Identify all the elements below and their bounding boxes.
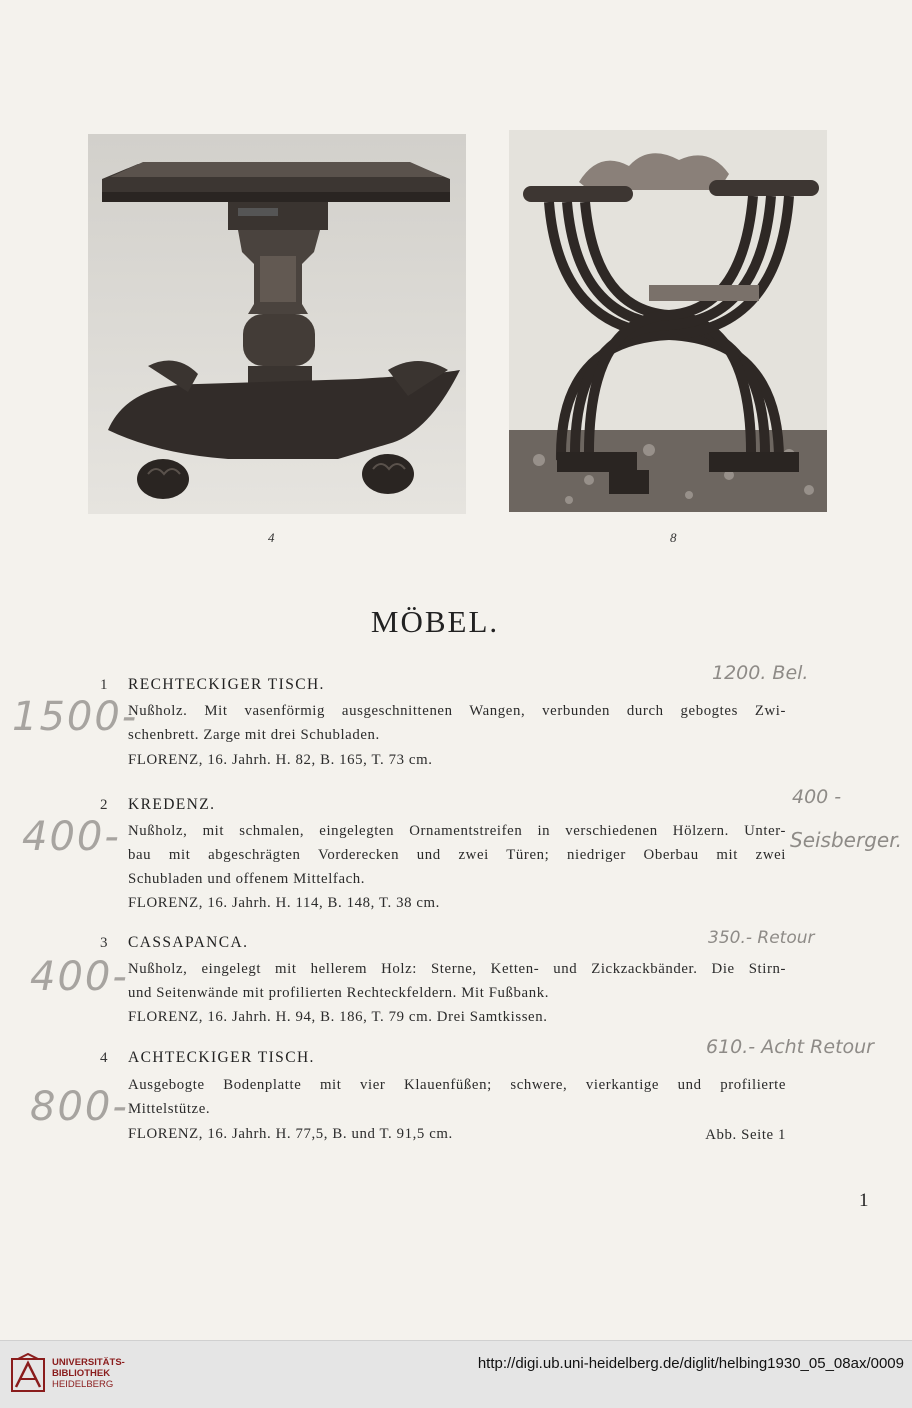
lot-text-line: bau mit abgeschrägten Vorderecken und zwei Türen; niedriger Oberbau mit zwei: [128, 847, 786, 863]
pencil-estimate: 400-: [22, 814, 121, 860]
lot-provenance: FLORENZ, 16. Jahrh. H. 82, B. 165, T. 73 cm.: [128, 752, 433, 768]
lot-text-line: Ausgebogte Bodenplatte mit vier Klauenfüßen; schwere, vierkantige und profilierte: [128, 1077, 786, 1093]
library-name-line: HEIDELBERG: [52, 1379, 114, 1390]
pencil-estimate: 400-: [30, 954, 129, 1000]
lot-text-line: Mittelstütze.: [128, 1101, 211, 1117]
viewer-footer: [0, 1340, 912, 1408]
library-name-line: UNIVERSITÄTS-: [52, 1357, 125, 1368]
library-name: [52, 1357, 125, 1390]
lot-text-line: Schubladen und offenem Mittelfach.: [128, 871, 366, 887]
lot-heading: KREDENZ.: [128, 796, 216, 813]
figure-number-8: 8: [670, 530, 677, 545]
photo-octagonal-table: [88, 134, 466, 514]
page-title: MÖBEL.: [370, 604, 500, 639]
source-url-link[interactable]: http://digi.ub.uni-heidelberg.de/diglit/helbing1930_05_08ax/0009: [477, 1355, 904, 1372]
pencil-note: 350.- Retour: [708, 928, 815, 948]
figure-reference: Abb. Seite 1: [705, 1127, 786, 1143]
photo-folding-chair: [509, 130, 827, 512]
lot-provenance: FLORENZ, 16. Jahrh. H. 94, B. 186, T. 79 cm. Drei Samtkissen.: [128, 1009, 548, 1025]
lot-number: 3: [100, 935, 108, 951]
lot-provenance: FLORENZ, 16. Jahrh. H. 114, B. 148, T. 38 cm.: [128, 895, 440, 911]
pencil-note: 400 -: [792, 786, 842, 808]
lot-text-line: Nußholz. Mit vasenförmig ausgeschnittenen Wangen, verbunden durch gebogtes Zwi-: [128, 703, 786, 719]
pencil-note: 1200. Bel.: [712, 662, 809, 684]
lot-text-line: schenbrett. Zarge mit drei Schubladen.: [128, 727, 380, 743]
lot-heading: CASSAPANCA.: [128, 934, 249, 951]
lot-number: 4: [100, 1050, 108, 1066]
pencil-note: 610.- Acht Retour: [706, 1036, 874, 1058]
lot-text-line: und Seitenwände mit profilierten Rechteckfeldern. Mit Fußbank.: [128, 985, 549, 1001]
lot-heading: ACHTECKIGER TISCH.: [128, 1049, 315, 1066]
lot-number: 2: [100, 797, 108, 813]
pencil-estimate: 800-: [30, 1084, 129, 1130]
lot-text-line: Nußholz, mit schmalen, eingelegten Ornamentstreifen in verschiedenen Hölzern. Unter-: [128, 823, 786, 839]
lot-number: 1: [100, 677, 108, 693]
lot-heading: RECHTECKIGER TISCH.: [128, 676, 325, 693]
university-library-logo-icon: [10, 1353, 46, 1395]
lot-text-line: Nußholz, eingelegt mit hellerem Holz: Sterne, Ketten- und Zickzackbänder. Die Stirn-: [128, 961, 786, 977]
lot-provenance: FLORENZ, 16. Jahrh. H. 77,5, B. und T. 91,5 cm.: [128, 1126, 453, 1142]
library-name-line: BIBLIOTHEK: [52, 1368, 111, 1379]
page-number: 1: [859, 1190, 869, 1211]
pencil-buyer: Seisberger.: [790, 828, 902, 852]
pencil-estimate: 1500-: [12, 694, 139, 740]
figure-number-4: 4: [268, 530, 275, 545]
